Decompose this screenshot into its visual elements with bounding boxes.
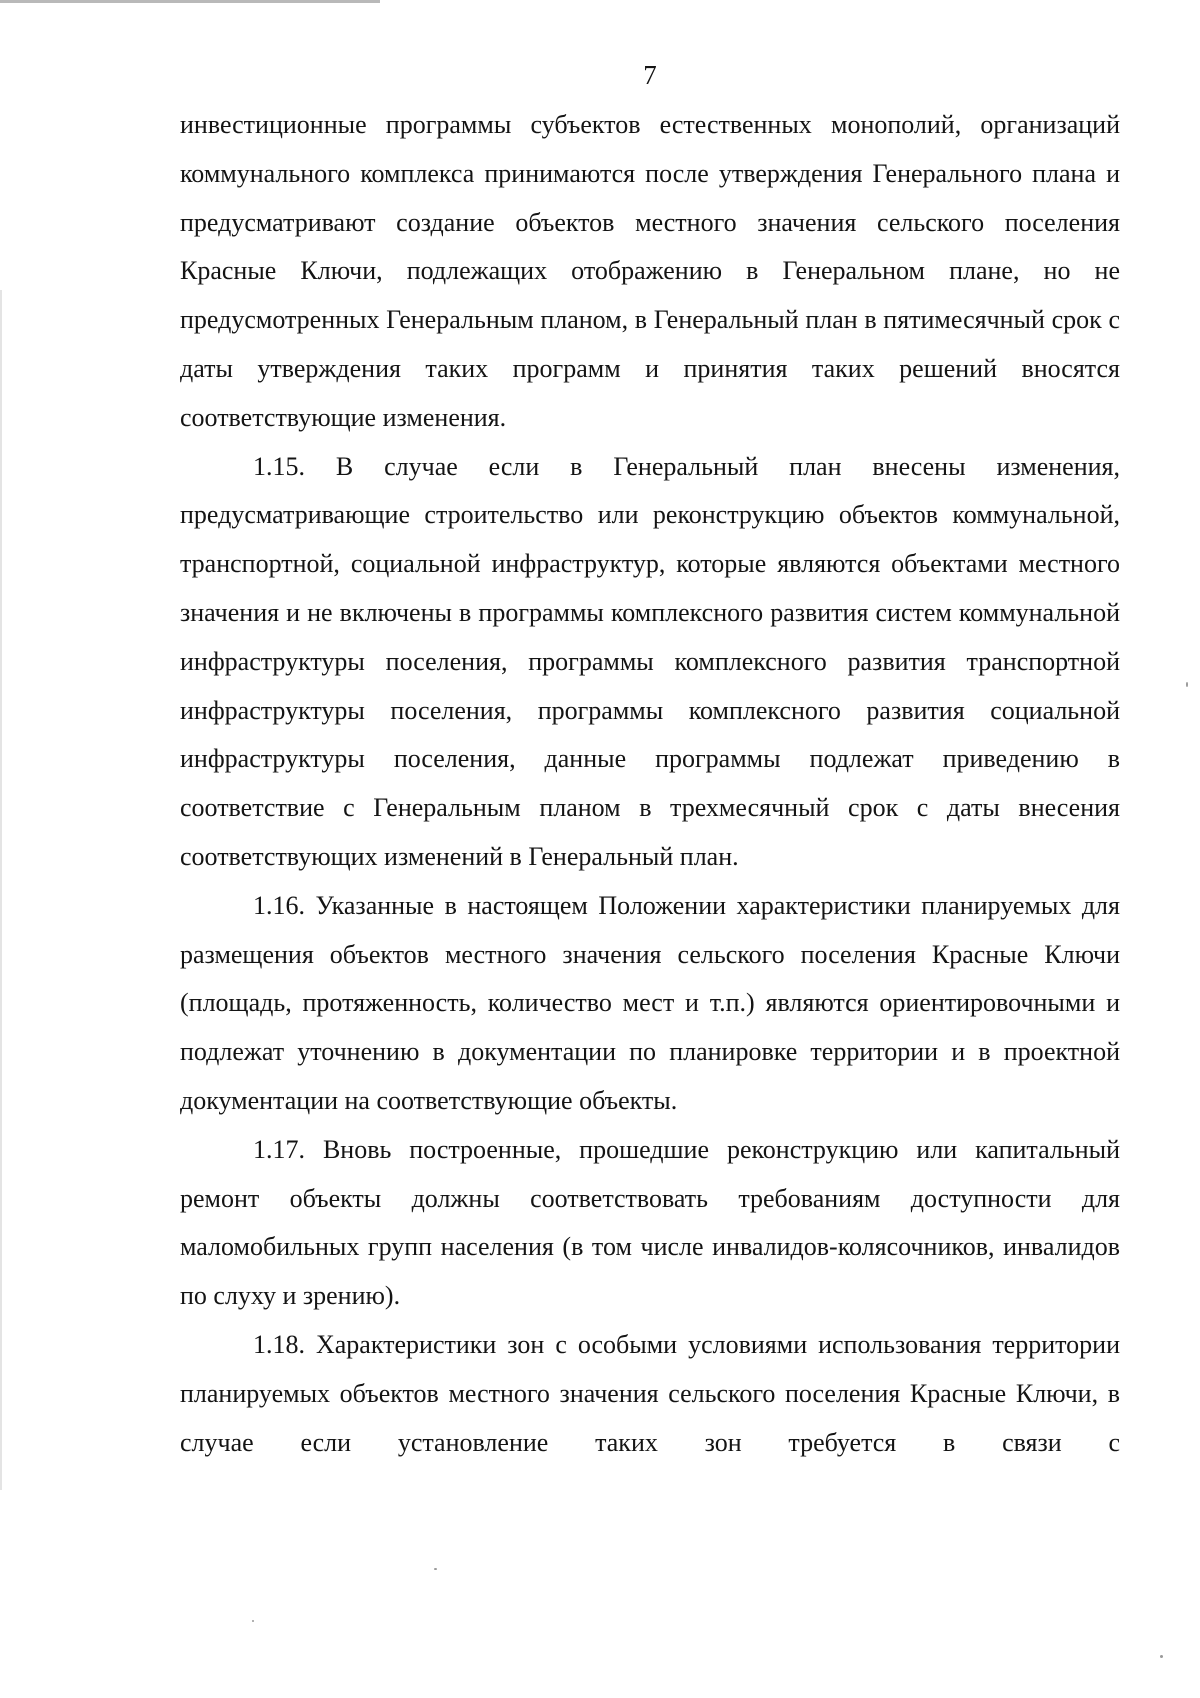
paragraph-1-16: 1.16. Указанные в настоящем Положении характеристики планируемых для размещения объектов местного значения сельского поселения Красные Ключи (площадь, протяженность, количество мест и т.п.) являются ориентировочными и подлежат уточнению в документации по планировке территории и в проектной документации на соответствующие объекты.: [180, 890, 1120, 1115]
scan-speck: [1160, 1655, 1163, 1658]
paragraph-1-15: 1.15. В случае если в Генеральный план внесены изменения, предусматривающие строительство или реконструкцию объектов коммунальной, транспортной, социальной инфраструктур, которые являются объектами местного значения и не включены в программы комплексного развития систем коммунальной инфраструктуры поселения, программы комплексного развития транспортной инфраструктуры поселения, программы комплексного развития социальной инфраструктуры поселения, данные программы подлежат приведению в соответствие с Генеральным планом в трехмесячный срок с даты внесения соответствующих изменений в Генеральный план.: [180, 451, 1120, 871]
page-number: 7: [643, 60, 657, 90]
scan-speck: [434, 1568, 437, 1570]
paragraph-1-17: 1.17. Вновь построенные, прошедшие реконструкцию или капитальный ремонт объекты должны соответствовать требованиям доступности для маломобильных групп населения (в том числе инвалидов-колясочников, инвалидов по слуху и зрению).: [180, 1134, 1120, 1311]
scan-edge-left: [0, 290, 2, 1490]
scan-edge-top: [0, 0, 380, 3]
paragraph-continuation: инвестиционные программы субъектов естественных монополий, организаций коммунального комплекса принимаются после утверждения Генерального плана и предусматривают создание объектов местного значения сельского поселения Красные Ключи, подлежащих отображению в Генеральном плане, но не предусмотренных Генеральным планом, в Генеральный план в пятимесячный срок с даты утверждения таких программ и принятия таких решений вносятся соответствующие изменения.: [180, 110, 1120, 432]
document-body: [180, 101, 1120, 1467]
scan-speck: [252, 1620, 254, 1622]
paragraph-1-18: 1.18. Характеристики зон с особыми условиями использования территории планируемых объектов местного значения сельского поселения Красные Ключи, в случае если установление таких зон требуется в связи с: [180, 1329, 1120, 1457]
scan-speck: [1186, 682, 1188, 687]
